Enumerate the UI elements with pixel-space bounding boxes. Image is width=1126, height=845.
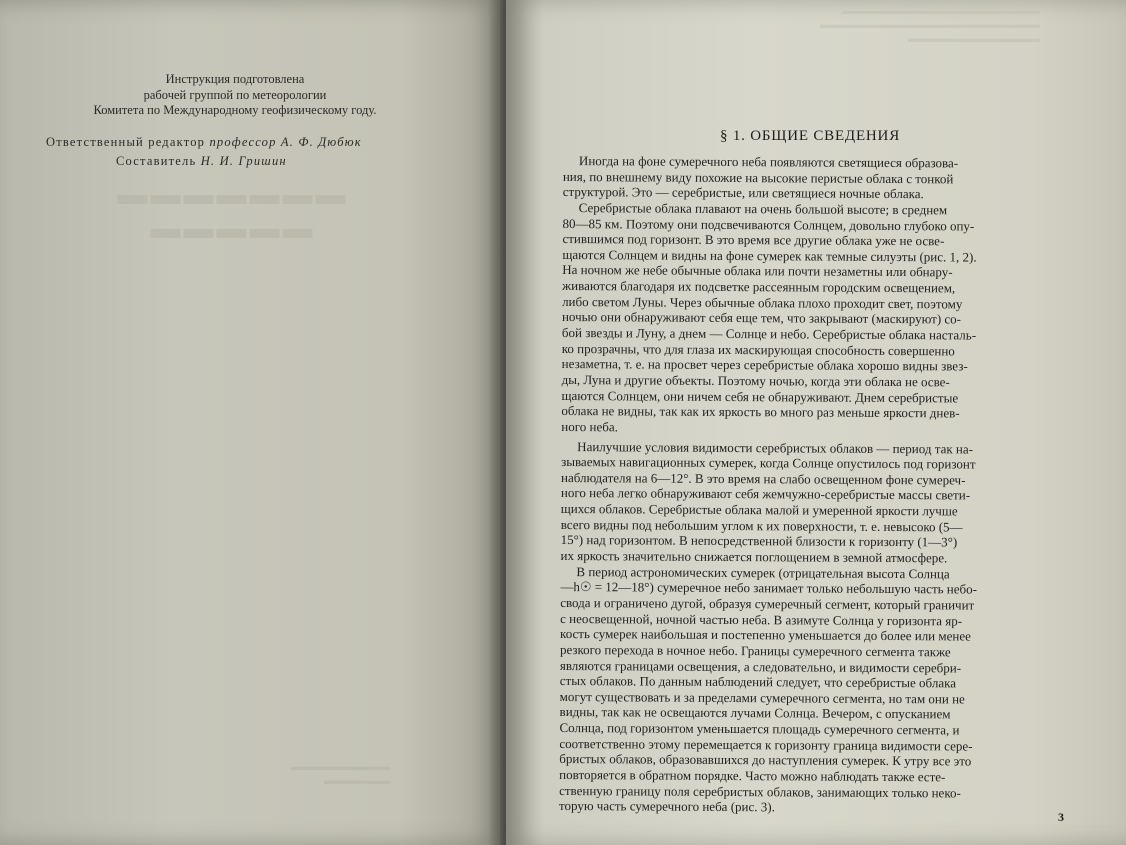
bleed-through-shadow-top: ▬▬▬▬▬▬▬▬▬▬▬▬▬▬▬▬▬▬ ▬▬▬▬▬▬▬▬▬▬▬▬▬▬▬▬▬▬▬▬ ▬▬▬▬▬▬▬▬▬▬▬▬ <box>820 5 1040 45</box>
bleed-through-shadow: ▬▬▬▬▬▬▬ ▬▬▬▬▬ <box>114 178 346 245</box>
text-line: На ночном же небе обычные облака или почти незаметны или обнару- <box>562 262 953 280</box>
text-line: наблюдателя на 6—12°. В это время на слабо освещенном фоне сумереч- <box>560 469 966 488</box>
text-line: Серебристые облака плавают на очень большой высоте; в среднем <box>578 200 948 218</box>
text-line: повторяется в обратном порядке. Часто можно наблюдать также есте- <box>559 766 946 785</box>
text-line: ного неба легко обнаруживают себя жемчужно-серебристые массы свети- <box>560 485 971 503</box>
left-page <box>0 0 500 845</box>
text-line: ночью они обнаруживают себя еще тем, что закрывают (маскируют) со- <box>561 309 962 327</box>
compiler-label: Составитель <box>116 153 197 168</box>
text-line: облака не видны, так как их яркость во много раз меньше яркости днев- <box>561 403 960 421</box>
text-line: Наилучшие условия видимости серебристых облаков — период так на- <box>577 438 974 457</box>
text-line: бой звезды и Луну, а днем — Солнце и небо. Серебристые облака насталь- <box>561 325 977 343</box>
text-line: кость сумерек наибольшая и постепенно уменьшается до более или менее <box>560 626 971 644</box>
text-line: могут существовать и за пределами сумеречного сегмента, но там они не <box>559 688 965 707</box>
imprint-line: Инструкция подготовлена <box>165 72 305 86</box>
text-line: зываемых навигационных сумерек, когда Солнце опустилось под горизонт <box>561 454 976 472</box>
text-line: щаются Солнцем и видны на фоне сумерек как темные силуэты (рис. 1, 2). <box>562 246 977 265</box>
text-line: их яркость значительно снижается поглощением в земной атмосфере. <box>560 548 948 566</box>
editor-line <box>46 133 426 152</box>
text-line: живаются благодаря их подсветке рассеянным городским освещением, <box>562 278 956 296</box>
text-line: ного неба. <box>561 418 618 435</box>
text-line: резкого перехода в ночное небо. Границы сумеречного сегмента также <box>559 641 951 660</box>
text-line: 15°) над горизонтом. В непосредственной близости к горизонту (1—3°) <box>560 532 958 550</box>
text-line: —h☉ = 12—18°) сумеречное небо занимает только небольшую часть небо- <box>560 579 978 597</box>
compiler-name: Н. И. Гришин <box>200 153 287 168</box>
imprint-line: рабочей группой по метеорологии <box>143 87 327 102</box>
text-line: бристых облаков, образовавшихся до наступления сумерек. К утру все это <box>559 751 972 769</box>
text-line: В период астрономических сумерек (отрицательная высота Солнца <box>576 563 950 582</box>
text-line: Иногда на фоне сумеречного неба появляются светящиеся образова- <box>578 153 959 171</box>
text-line: ко прозрачны, что для глаза их маскирующая способность совершенно <box>561 340 955 359</box>
body-text <box>559 153 1063 817</box>
text-line: видны, так как не освещаются лучами Солнца. Вечером, с опусканием <box>559 704 951 722</box>
text-line: всего видны под небольшим углом к их поверхности, т. е. невысоко (5— <box>560 516 963 535</box>
compiler-line <box>46 152 426 171</box>
text-line: стившимся под горизонт. В это время все другие облака уже не осве- <box>562 231 945 249</box>
text-line: незаметна, т. е. на просвет через серебристые облака хорошо видны звез- <box>561 356 968 374</box>
text-line: соответственно этому перемещается к горизонту граница видимости сере- <box>559 735 973 754</box>
text-line: структурой. Это — серебристые, или светящиеся ночные облака. <box>562 184 924 202</box>
credits-block <box>46 133 426 170</box>
text-line: ды, Луна и другие объекты. Поэтому ночью, когда эти облака не осве- <box>561 371 950 390</box>
text-line: щихся облаков. Серебристые облака малой и умеренной яркости лучше <box>560 501 958 519</box>
editor-label: Ответственный редактор <box>46 135 206 149</box>
text-line: свода и ограничено дугой, образуя сумеречный сегмент, который граничит <box>560 594 975 613</box>
imprint-block <box>40 72 430 119</box>
text-line: ния, по внешнему виду похожие на высокие перистые облака с тонкой <box>562 168 954 187</box>
bleed-through-shadow-bottom: ▬▬▬▬▬▬▬▬▬ ▬▬▬▬▬▬ <box>291 761 390 787</box>
text-line: Солнца, под горизонтом уменьшается площадь сумеречного сегмента, и <box>559 720 960 738</box>
section-heading: § 1. ОБЩИЕ СВЕДЕНИЯ <box>719 128 900 144</box>
text-line: либо светом Луны. Через обычные облака плохо проходит свет, поэтому <box>562 293 963 312</box>
text-line: торую часть сумеречного неба (рис. 3). <box>558 798 775 815</box>
text-line: с неосвещенной, ночной частью неба. В азимуте Солнца у горизонта яр- <box>560 610 963 629</box>
page-number: 3 <box>1058 810 1064 824</box>
text-line: являются границами освещения, а следовательно, и видимости серебри- <box>559 657 962 675</box>
text-line: щаются Солнцем, они ничем себя не обнаруживают. Днем серебристые <box>561 387 959 406</box>
imprint-line: Комитета по Международному геофизическому году. <box>93 103 377 117</box>
text-line: 80—85 км. Поэтому они подсвечиваются Солнцем, довольно глубоко опу- <box>562 215 975 234</box>
editor-role: профессор <box>209 135 277 149</box>
text-line: ственную границу поля серебристых облаков, занимающих только неко- <box>559 782 961 801</box>
editor-name: А. Ф. Дюбюк <box>280 135 362 149</box>
text-line: стых облаков. По данным наблюдений следует, что серебристые облака <box>559 673 957 691</box>
